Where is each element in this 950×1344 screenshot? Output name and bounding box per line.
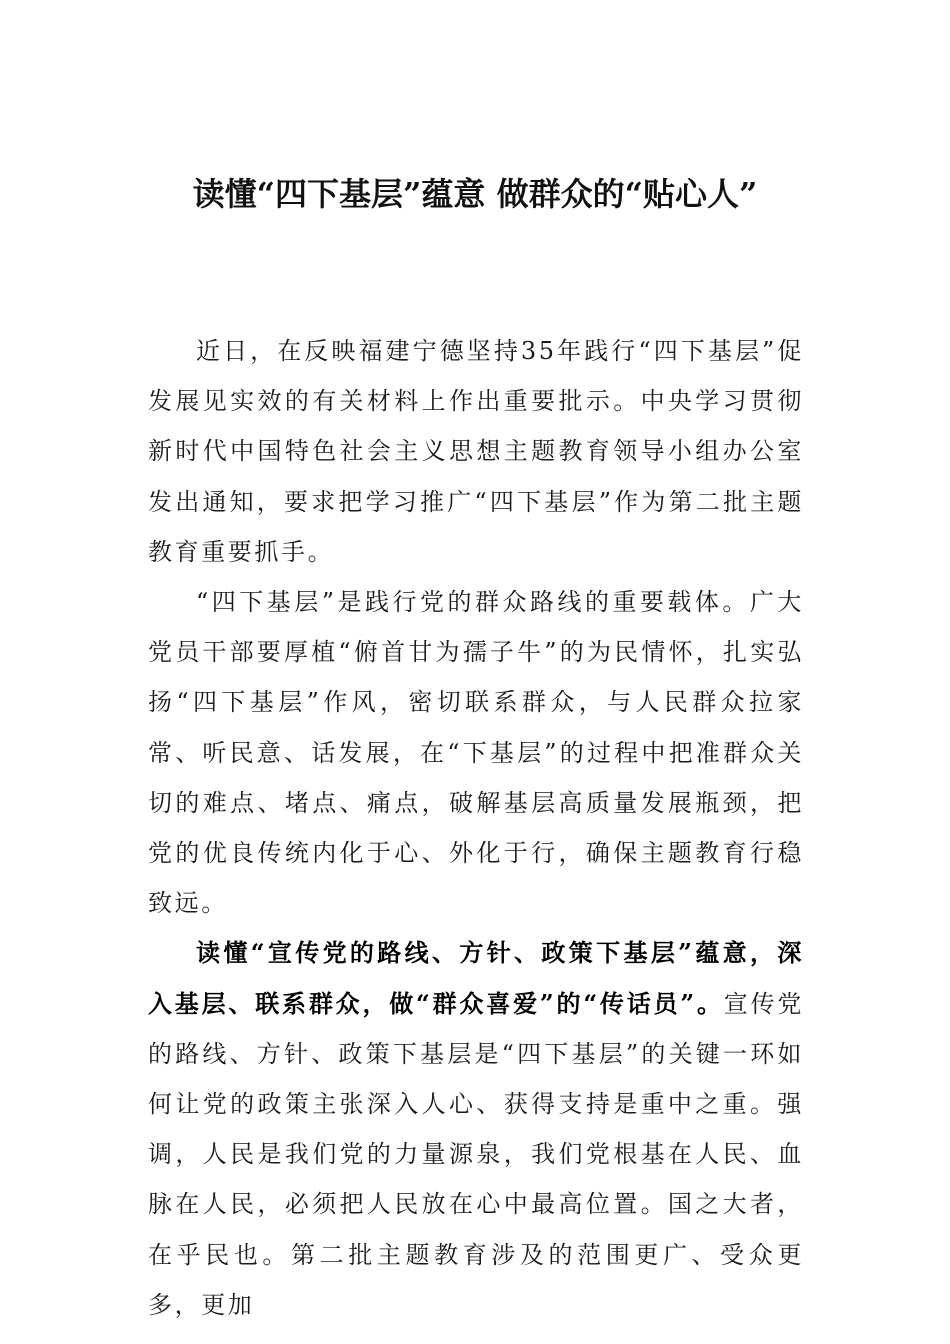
paragraph-1-text: 近日，在反映福建宁德坚持35年践行“四下基层”促发展见实效的有关材料上作出重要批示。中央学习贯彻新时代中国特色社会主义思想主题教育领导小组办公室发出通知，要求把学习推广“四下基层”作为第二批主题教育重要抓手。	[148, 337, 804, 566]
paragraph-3-text: 宣传党的路线、方针、政策下基层是“四下基层”的关键一环如何让党的政策主张深入人心、获得支持是重中之重。强调，人民是我们党的力量源泉，我们党根基在人民、血脉在人民，必须把人民放在心中最高位置。国之大者，在乎民也。第二批主题教育涉及的范围更广、受众更多，更加	[148, 989, 804, 1319]
paragraph-1	[148, 326, 804, 577]
document-body	[148, 326, 804, 1330]
paragraph-3-lead: 读懂“宣传党的路线、方针、政策下基层”蕴意，深入基层、联系群众，做“群众喜爱”的“传话员”。	[148, 938, 804, 1018]
document-title: 读懂“四下基层”蕴意 做群众的“贴心人”	[192, 175, 758, 213]
paragraph-3	[148, 928, 804, 1330]
paragraph-2-text: “四下基层”是践行党的群众路线的重要载体。广大党员干部要厚植“俯首甘为孺子牛”的为民情怀，扎实弘扬“四下基层”作风，密切联系群众，与人民群众拉家常、听民意、话发展，在“下基层”的过程中把准群众关切的难点、堵点、痛点，破解基层高质量发展瓶颈，把党的优良传统内化于心、外化于行，确保主题教育行稳致远。	[148, 588, 804, 918]
paragraph-2	[148, 577, 804, 928]
